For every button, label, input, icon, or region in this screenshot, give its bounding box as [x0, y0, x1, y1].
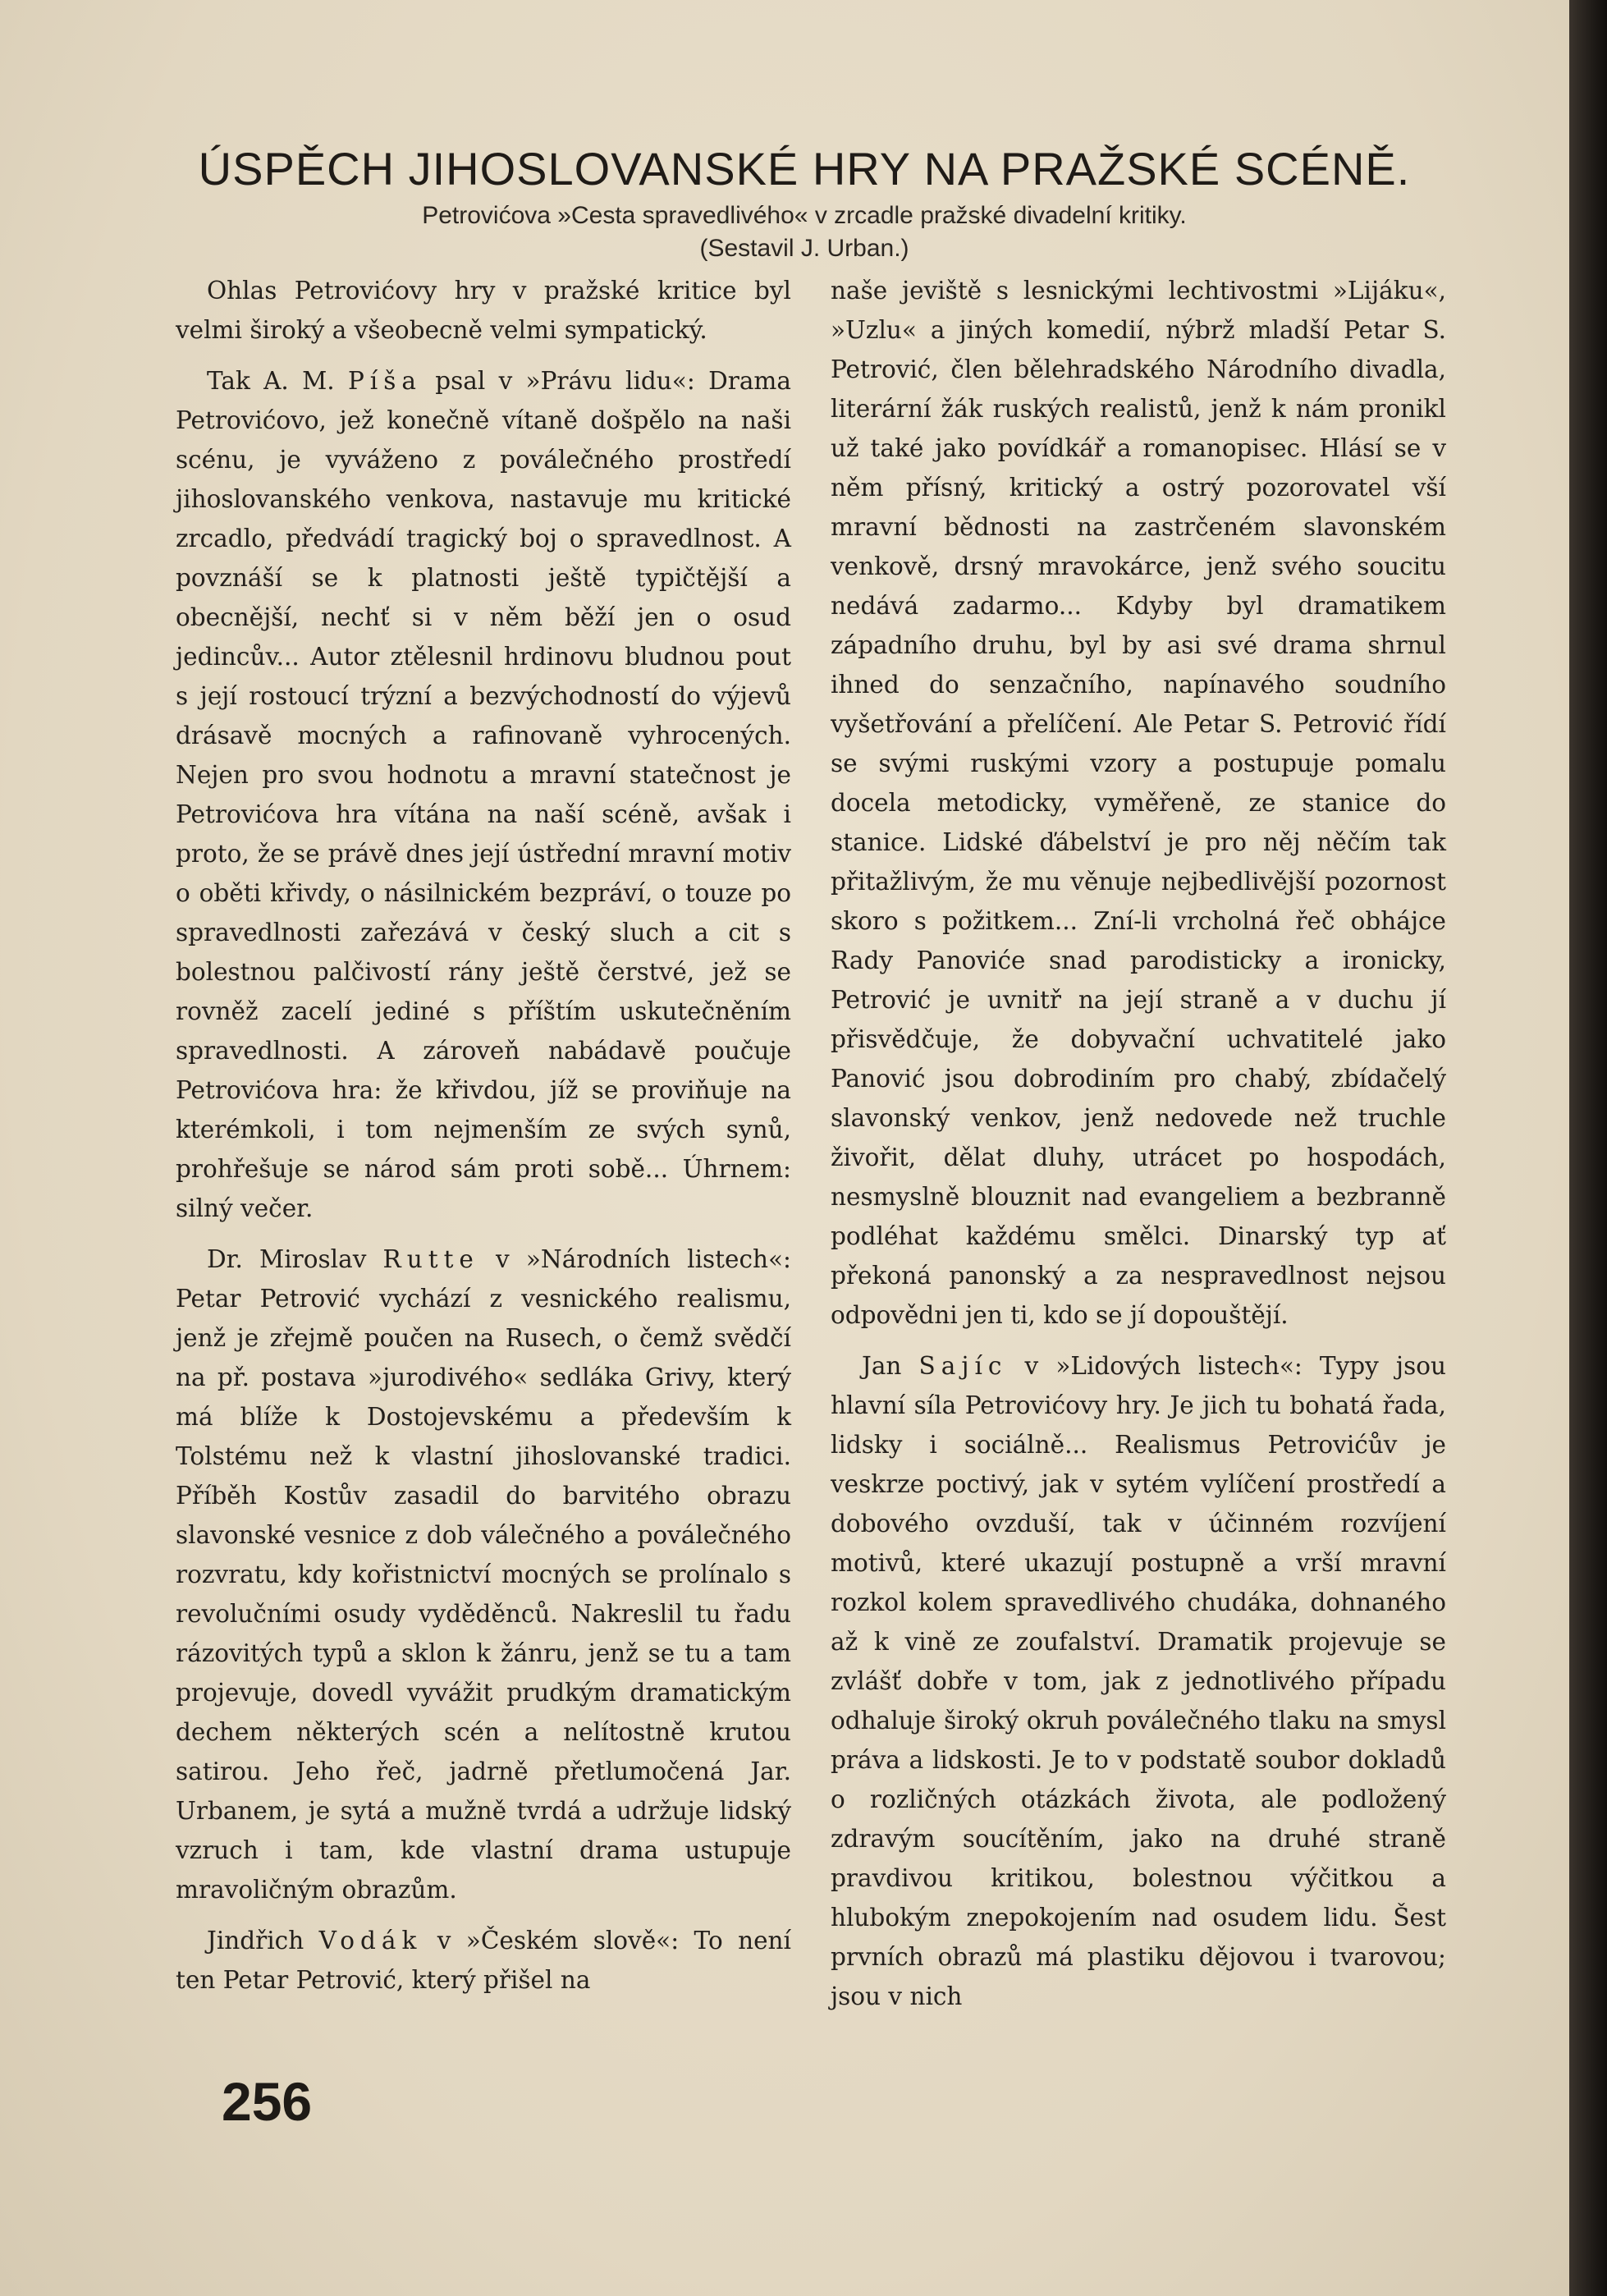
pisa-text: psal v »Právu lidu«: Drama Petrovićovo, jež konečně vítaně došpělo na naši scénu, je vyváženo z poválečného prostředí jihoslovanského venkova, nastavuje mu kritické zrcadlo, předvádí tragický boj o spravedlnost. A povznáší se k platnosti ještě typičtější a obecnější, nechť si v něm běží jen o osud jedincův... Autor ztělesnil hrdinovu bludnou pout s její rostoucí trýzní a bezvýchodností do výjevů drásavě mocných a rafinovaně vyhrocených. Nejen pro svou hodnotu a mravní statečnost je Petrovićova hra vítána na naší scéně, avšak i proto, že se právě dnes její ústřední mravní motiv o oběti křivdy, o násilnickém bezpráví, o touze po spravedlnosti zařezává v český sluch a cit s bolestnou palčivostí rány ještě čerstvé, jež se rovněž zacelí jediné s příštím uskutečněním spravedlnosti. A zároveň nabádavě poučuje Petrovićova hra: že křivdou, jíž se proviňuje na kterémkoli, i tom nejmenším ze svých synů, prohřešuje se národ sám proti sobě... Úhrnem: silný večer.	[176, 367, 791, 1222]
sajic-lead: Jan	[862, 1352, 902, 1380]
rutte-review-paragraph	[176, 1240, 791, 1909]
left-column	[176, 271, 791, 2000]
page-number: 256	[222, 2071, 313, 2132]
article-title: ÚSPĚCH JIHOSLOVANSKÉ HRY NA PRAŽSKÉ SCÉNĚ.	[198, 143, 1411, 195]
vodak-continued-paragraph: naše jeviště s lesnickými lechtivostmi »Lijáku«, »Uzlu« a jiných komedií, nýbrž mladší Petar S. Petrović, člen bělehradského Národního divadla, literární žák ruských realistů, jenž k nám pronikl už také jako povídkář a romanopisec. Hlásí se v něm přísný, kritický a ostrý pozorovatel vší mravní bědnosti na zastrčeném slavonském venkově, drsný mravokárce, jenž svého soucitu nedává zadarmo... Kdyby byl dramatikem západního druhu, byl by asi své drama shrnul ihned do senzačního, napínavého soudního vyšetřování a přelíčení. Ale Petar S. Petrović řídí se svými ruskými vzory a postupuje pomalu docela metodicky, vyměřeně, ze stanice do stanice. Lidské ďábelství je pro něj něčím tak přitažlivým, že mu věnuje nejbedlivější pozornost skoro s požitkem... Zní-li vrcholná řeč obhájce Rady Panoviće snad parodisticky a ironicky, Petrović je uvnitř na její straně a v duchu jí přisvědčuje, že dobyvační uchvatitelé jako Panović jsou dobrodiním pro chabý, zbídačelý slavonský venkov, jenž nedovede než truchle živořit, dělat dluhy, utrácet po hospodách, nesmyslně blouznit nad evangeliem a bezbranně podléhat každému smělci. Dinarský typ ať překoná panonský a za nespravedlnost nejsou odpovědni jen ti, kdo se jí dopouštějí.	[831, 277, 1446, 1329]
sajic-name: Sajíc	[918, 1352, 1008, 1380]
vodak-lead: Jindřich	[207, 1927, 304, 1955]
vodak-name: Vodák	[318, 1927, 423, 1955]
right-column	[831, 271, 1446, 2016]
rutte-text: v »Národních listech«: Petar Petrović vychází z vesnického realismu, jenž je zřejmě poučen na Rusech, o čemž svědčí na př. postava »jurodivého« sedláka Grivy, který má blíže k Dostojevskému a především k Tolstému než k vlastní jihoslovanské tradici. Příběh Kostův zasadil do barvitého obrazu slavonské vesnice z dob válečného a poválečného rozvratu, kdy kořistnictví mocných se prolínalo s revolučními osudy vyděděnců. Nakreslil tu řadu rázovitých typů a sklon k žánru, jenž se tu a tam projevuje, dovedl vyvážit prudkým dramatickým dechem některých scén a nelítostně krutou satirou. Jeho řeč, jadrně přetlumočená Jar. Urbanem, je sytá a mužně tvrdá a udržuje lidský vzruch i tam, kde vlastní drama ustupuje mravoličným obrazům.	[176, 1245, 791, 1904]
pisa-name: Píša	[347, 367, 422, 395]
vodak-review-paragraph	[176, 1921, 791, 2000]
rutte-lead: Dr. Miroslav	[207, 1245, 367, 1273]
sajic-review-paragraph	[831, 1346, 1446, 2016]
article-compiler: (Sestavil J. Urban.)	[699, 235, 909, 262]
book-spine-shadow	[1569, 0, 1607, 2296]
rutte-name: Rutte	[382, 1245, 479, 1273]
pisa-lead: Tak A. M.	[207, 367, 335, 395]
vodak-text: v »Českém slově«: To není ten Petar Petrović, který přišel na	[176, 1927, 791, 1994]
sajic-text: v »Lidových listech«: Typy jsou hlavní síla Petrovićovy hry. Je jich tu bohatá řada, lidsky i sociálně... Realismus Petrovićův je veskrze poctivý, jak v sytém vylíčení prostředí a dobového ovzduší, tak v účinném rozvíjení motivů, které ukazují postupně a vrší mravní rozkol kolem spravedlivého chudáka, dohnaného až k vině ze zoufalství. Dramatik projevuje se zvlášť dobře v tom, jak z jednotlivého případu odhaluje široký okruh poválečného tlaku na smysl práva a lidskosti. Je to v podstatě soubor dokladů o rozličných otázkách života, ale podložený zdravým soucítěním, jako na druhé straně pravdivou kritikou, bolestnou výčitkou a hlubokým znepokojením nad osudem lidu. Šest prvních obrazů má plastiku dějovou i tvarovou; jsou v nich	[831, 1352, 1446, 2010]
intro-paragraph: Ohlas Petrovićovy hry v pražské kritice byl velmi široký a všeobecně velmi sympatický.	[176, 277, 791, 344]
pisa-review-paragraph	[176, 361, 791, 1228]
article-subtitle: Petrovićova »Cesta spravedlivého« v zrcadle pražské divadelní kritiky.	[422, 202, 1187, 229]
